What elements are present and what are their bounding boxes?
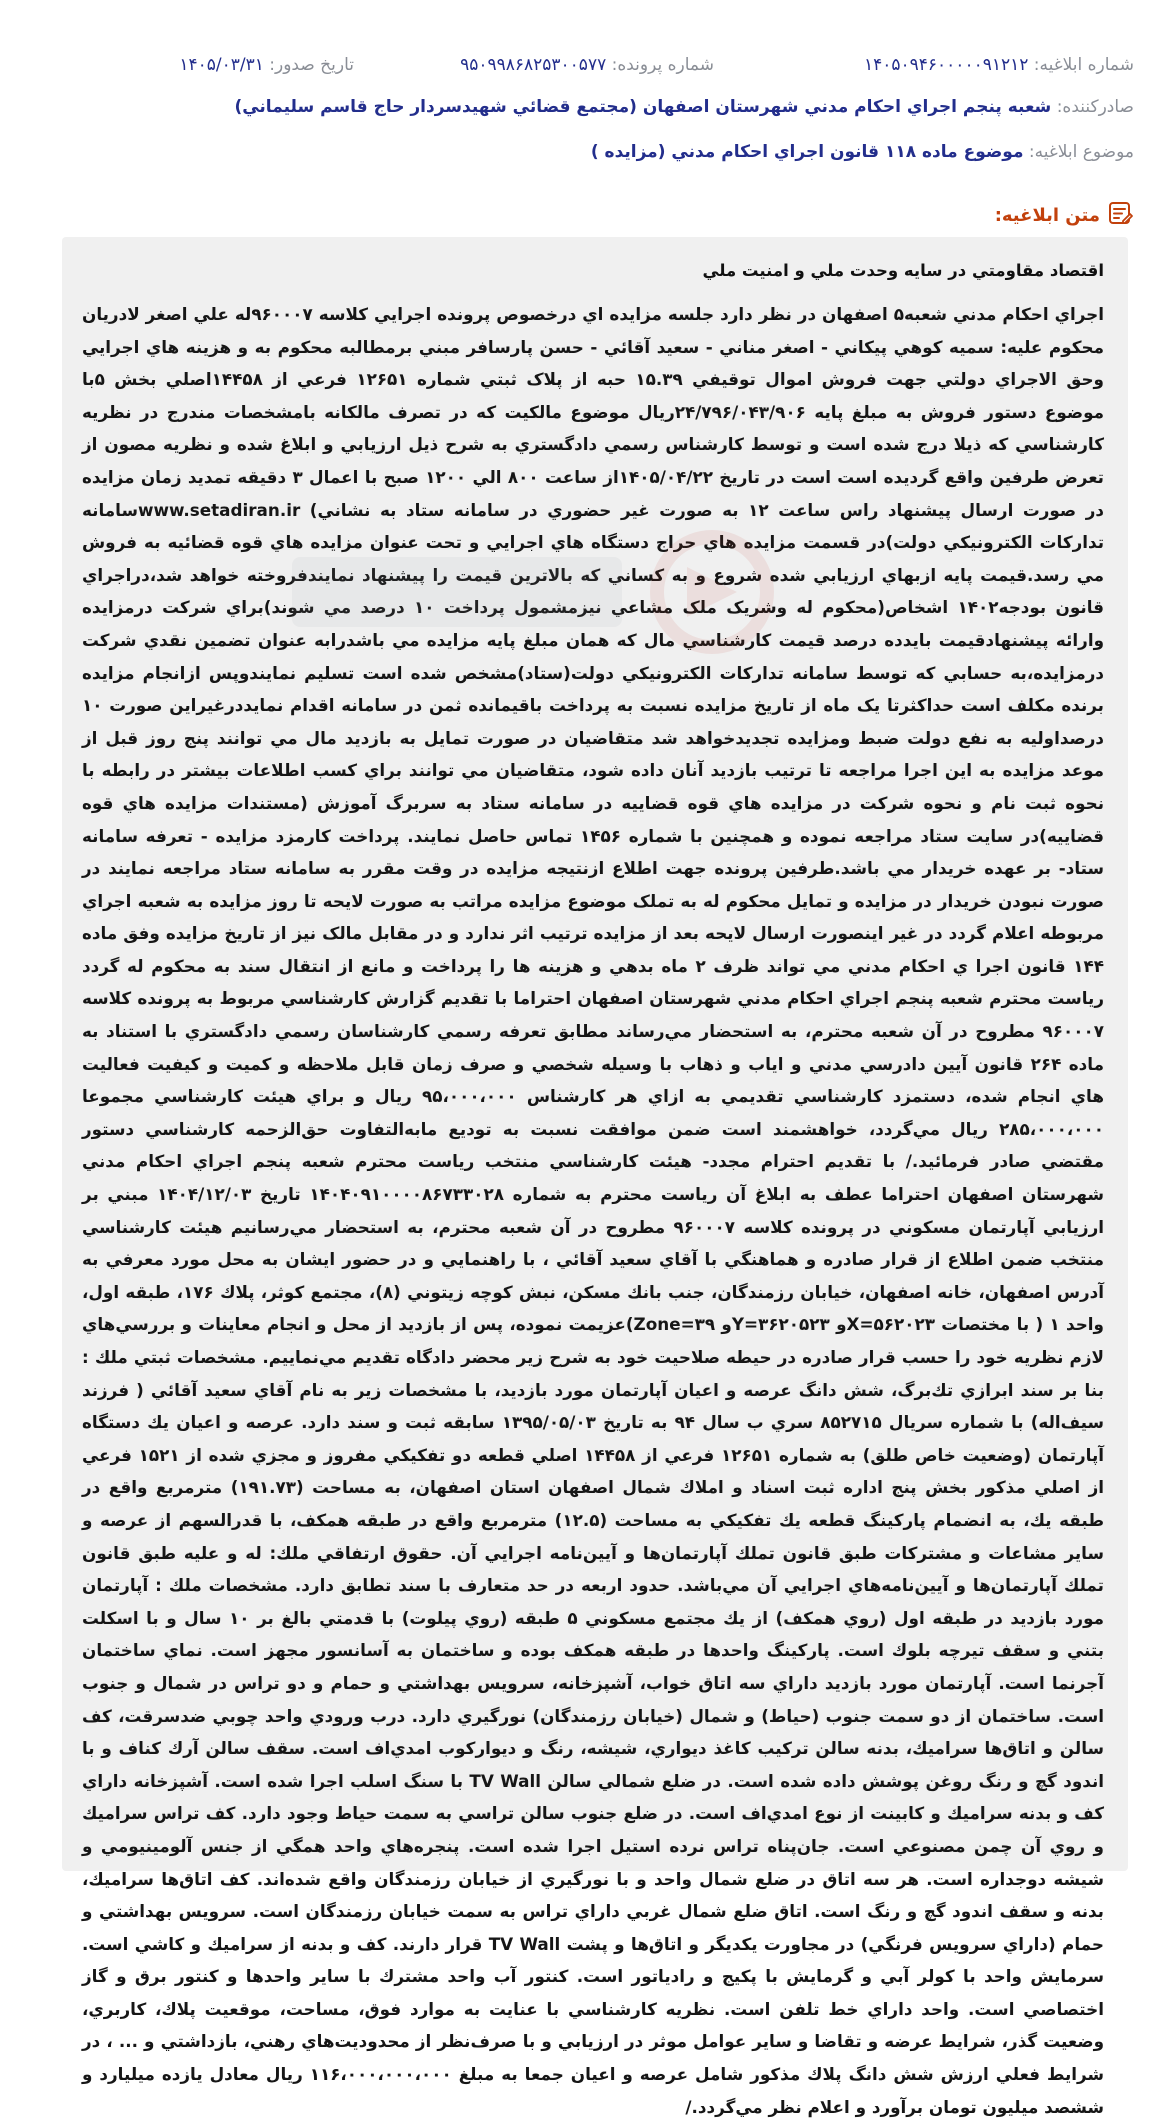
sender-row: [40, 97, 1134, 117]
case-number-value: ۹۵۰۹۹۸۶۸۲۵۳۰۰۵۷۷: [460, 55, 607, 75]
notice-number-value: ۱۴۰۵۰۹۴۶۰۰۰۰۰۹۱۲۱۲: [864, 55, 1029, 75]
notice-text-icon: [1108, 200, 1134, 231]
case-number-group: [460, 55, 714, 75]
notice-number-group: [864, 55, 1134, 75]
sender-value: شعبه پنجم اجراي احكام مدني شهرستان اصفهان (مجتمع قضائي شهيدسردار حاج قاسم سليماني): [234, 97, 1052, 117]
subject-value: موضوع ماده ۱۱۸ قانون اجراي احكام مدني (مزايده ): [590, 142, 1024, 162]
issue-date-group: [179, 55, 354, 75]
case-number-label: شماره پرونده:: [611, 55, 714, 75]
sender-label: صادرکننده:: [1056, 97, 1134, 117]
notice-number-label: شماره ابلاغيه:: [1033, 55, 1134, 75]
notice-content-box: [62, 237, 1128, 2117]
notice-heading: اقتصاد مقاومتي در سايه وحدت ملي و امنيت ملي: [702, 261, 1104, 280]
notice-body: اجراي احكام مدني شعبه۵ اصفهان در نظر دارد جلسه مزايده اي درخصوص پرونده اجرايي كلاسه ۹۶۰۰۰۷له علي اصغر لادريان محکوم علیه: سمیه كوهي پيكاني - اصغر مناني - سعيد آقائي - حسن پارسافر مبني برمطالبه محكوم به و هزينه هاي اجرايي وحق الاجراي دولتي جهت فروش اموال توقيفي ۱۵.۳۹ حبه از پلاک ثبتي شماره ۱۲۶۵۱ فرعي از ۱۴۴۵۸اصلي بخش ۵با موضوع دستور فروش به مبلغ پايه ۲۴/۷۹۶/۰۴۳/۹۰۶ريال موضوع مالكيت كه در تصرف مالكانه بامشخصات مندرج در نظريه كارشناسي كه ذيلا درج شده است و توسط كارشناس رسمي دادگستري به شرح ذيل ارزيابي و ابلاغ شده و نظريه مصون از تعرض طرفين واقع گرديده است است در تاريخ ۱۴۰۵/۰۴/۲۲از ساعت ۸۰۰ الي ۱۲۰۰ صبح با اعمال ۳ دقيقه تمديد زمان مزايده در صورت ارسال پيشنهاد راس ساعت ۱۲ به صورت غير حضوري در سامانه ستاد به نشاني) www.setadiran.irسامانه تداركات الكترونيكي دولت)در قسمت مزايده هاي حراج دستگاه هاي اجرايي و تحت عنوان مزايده هاي قوه قضائيه به فروش مي رسد.قيمت پايه ازبهاي ارزيابي شده شروع و به كساني كه بالاترين قيمت را پيشنهاد نمايندفروخته خواهد شد،دراجراي قانون بودجه۱۴۰۲ اشخاص(محكوم له وشريک ملک مشاعي نيزمشمول پرداخت ۱۰ درصد مي شوند)براي شركت درمزايده وارائه پيشنهادقيمت بايدده درصد قيمت كارشناسي مال كه همان مبلغ پايه مزايده مي باشدرابه عنوان تضمين نقدي شركت درمزايده،به حسابي كه توسط سامانه تداركات الكترونيكي دولت(ستاد)مشخص شده است تسليم نمايندوپس ازانجام مزايده برنده مكلف است حداكثرتا يک ماه از تاريخ مزايده نسبت به پرداخت باقيمانده ثمن در سامانه اقدام نمايددرغيراين صورت ۱۰ درصداوليه به نفع دولت ضبط ومزايده تجديدخواهد شد متقاضيان در صورت تمايل به بازديد مال مي توانند پنج روز قبل از موعد مزايده به اين اجرا مراجعه تا ترتيب بازديد آنان داده شود، متقاضيان مي توانند براي كسب اطلاعات بيشتر در رابطه با نحوه ثبت نام و نحوه شركت در مزايده هاي قوه قضاييه در سامانه ستاد به سربرگ آموزش (مستندات مزايده هاي قوه قضاييه)در سايت ستاد مراجعه نموده و همچنين با شماره ۱۴۵۶ تماس حاصل نمايند. پرداخت كارمزد مزايده - تعرفه سامانه ستاد- بر عهده خريدار مي باشد.طرفين پرونده جهت اطلاع ازنتيجه مزايده در وقت مقرر به سامانه ستاد مراجعه نمايند در صورت نبودن خريدار در مزايده و تمايل محكوم له به تملک موضوع مزايده مراتب به صورت لايحه تا روز مزايده به شعبه اجراي مربوطه اعلام گردد در غير اينصورت ارسال لايحه بعد از مزايده ترتيب اثر ندارد و در مقابل مالک نيز از تاريخ مزايده وفق ماده ۱۴۴ قانون اجرا ي احكام مدني مي تواند ظرف ۲ ماه بدهي و هزينه ها را پرداخت و مانع از انتقال سند به محكوم له گردد رياست محترم شعبه پنجم اجراي احكام مدني شهرستان اصفهان احتراما با تقديم گزارش كارشناسي مربوط به پرونده كلاسه ۹۶۰۰۰۷ مطروح در آن شعبه محترم، به استحضار مي‌رساند مطابق تعرفه رسمي كارشناسان رسمي دادگستري با استناد به ماده ۲۶۴ قانون آيين دادرسي مدني و اياب و ذهاب با وسيله شخصي و صرف زمان قابل ملاحظه و كميت و كيفيت فعاليت هاي انجام شده، دستمزد كارشناسي تقديمي به ازاي هر كارشناس ۹۵،۰۰۰،۰۰۰ ريال و براي هيئت كارشناسي مجموعا ۲۸۵،۰۰۰،۰۰۰ ريال مي‌گردد، خواهشمند است ضمن موافقت نسبت به توديع مابه‌التفاوت حق‌الزحمه كارشناسي دستور مقتضي صادر فرمائيد./ با تقديم احترام مجدد- هيئت كارشناسي منتخب رياست محترم شعبه پنجم اجراي احكام مدني شهرستان اصفهان احتراما عطف به ابلاغ آن رياست محترم به شماره ۱۴۰۴۰۹۱۰۰۰۰۸۶۷۳۳۰۲۸ تاريخ ۱۴۰۴/۱۲/۰۳ مبني بر ارزيابي آپارتمان مسكوني در پرونده كلاسه ۹۶۰۰۰۷ مطروح در آن شعبه محترم، به استحضار مي‌رسانيم هيئت كارشناسي منتخب ضمن اطلاع از قرار صادره و هماهنگي با آقاي سعيد آقائي ، با راهنمايي و در حضور ايشان به محل مورد معرفي به آدرس اصفهان، خانه اصفهان، خيابان رزمندگان، جنب بانك مسكن، نبش كوچه زيتوني (۸)، مجتمع كوثر، پلاك ۱۷۶، طبقه اول، واحد ۱ ( با مختصات X=۵۶۲۰۲۳و Y=۳۶۲۰۵۲۳و Zone=۳۹)عزيمت نموده، پس از بازديد از محل و انجام معاينات و بررسي‌هاي لازم نظريه خود را حسب قرار صادره در حيطه صلاحيت خود به شرح زير محضر دادگاه تقديم مي‌نماييم. مشخصات ثبتي ملك : بنا بر سند ابرازي تك‌برگ، شش دانگ عرصه و اعيان آپارتمان مورد بازديد، با مشخصات زير به نام آقاي سعيد آقائي ( فرزند سيف‌اله) با شماره سريال ۸۵۲۷۱۵ سري ب سال ۹۴ به تاريخ ۱۳۹۵/۰۵/۰۳ سابقه ثبت و سند دارد. عرصه و اعيان يك دستگاه آپارتمان (وضعيت خاص طلق) به شماره ۱۲۶۵۱ فرعي از ۱۴۴۵۸ اصلي قطعه دو تفكيكي مفروز و مجزي شده از ۱۵۲۱ فرعي از اصلي مذكور بخش پنج اداره ثبت اسناد و املاك شمال اصفهان استان اصفهان، به مساحت (۱۹۱.۷۳) مترمربع واقع در طبقه يك، به انضمام پاركينگ قطعه يك تفكيكي به مساحت (۱۲.۵) مترمربع واقع در طبقه همكف، با قدرالسهم از عرصه و ساير مشاعات و مشتركات طبق قانون تملك آپارتمان‌ها و آيين‌نامه اجرايي آن. حقوق ارتفاقي ملك: له و عليه طبق قانون تملك آپارتمان‌ها و آيين‌نامه‌هاي اجرايي آن مي‌باشد. حدود اربعه در حد متعارف با سند تطابق دارد. مشخصات ملك : آپارتمان مورد بازديد در طبقه اول (روي همكف) از يك مجتمع مسكوني ۵ طبقه (روي پيلوت) با قدمتي بالغ بر ۱۰ سال و با اسكلت بتني و سقف تيرچه بلوك است. پاركينگ واحدها در طبقه همكف بوده و ساختمان به آسانسور مجهز است. نماي ساختمان آجرنما است. آپارتمان مورد بازديد داراي سه اتاق خواب، آشپزخانه، سرويس بهداشتي و حمام و دو تراس در شمال و جنوب است. ساختمان از دو سمت جنوب (حياط) و شمال (خيابان رزمندگان) نورگيري دارد. درب ورودي واحد چوبي ضدسرقت، كف سالن و اتاق‌ها سراميك، بدنه سالن تركيب كاغذ ديواري، شيشه، رنگ و ديواركوب امدي‌اف است. سقف سالن آرك كناف و با اندود گچ و رنگ روغن پوشش داده شده است. در ضلع شمالي سالن TV Wall با سنگ اسلب اجرا شده است. آشپزخانه داراي كف و بدنه سراميك و كابينت از نوع امدي‌اف است. در ضلع جنوب سالن تراسي به سمت حياط وجود دارد. كف تراس سراميك و روي آن چمن مصنوعي است. جان‌پناه تراس نرده استيل اجرا شده است. پنجره‌هاي واحد همگي از جنس آلومينيومي و شيشه دوجداره است. هر سه اتاق در ضلع شمال واحد و با نورگيري از خيابان رزمندگان واقع شده‌اند. كف اتاق‌ها سراميك، بدنه و سقف اندود گچ و رنگ است. اتاق ضلع شمال غربي داراي تراس به سمت خيابان رزمندگان است. سرويس بهداشتي و حمام (داراي سرويس فرنگي) در مجاورت يكديگر و اتاق‌ها و پشت TV Wall قرار دارند. كف و بدنه از سراميك و كاشي است. سرمايش واحد با كولر آبي و گرمايش با پكيج و رادياتور است. كنتور آب واحد مشترك با ساير واحدها و كنتور برق و گاز اختصاصي است. واحد داراي خط تلفن است. نظريه كارشناسي با عنايت به موارد فوق، مساحت، موقعيت پلاك، كاربري، وضعيت گذر، شرايط عرضه و تقاضا و ساير عوامل موثر در ارزيابي و با صرف‌نظر از محدوديت‌هاي رهني، بازداشتي و ... ، در شرايط فعلي ارزش شش دانگ پلاك مذكور شامل عرصه و اعيان جمعا به مبلغ ۱۱۶،۰۰۰،۰۰۰،۰۰۰ ريال معادل يازده ميليارد و ششصد ميليون تومان برآورد و اعلام نظر مي‌گردد./: [82, 304, 1105, 2117]
notice-text-title: متن ابلاغيه:: [994, 205, 1100, 226]
issue-date-label: تاريخ صدور:: [269, 55, 354, 75]
subject-row: [40, 142, 1134, 162]
notice-text-section-title: [995, 200, 1134, 231]
issue-date-value: ۱۴۰۵/۰۳/۳۱: [179, 55, 264, 75]
subject-label: موضوع ابلاغيه:: [1028, 142, 1134, 162]
